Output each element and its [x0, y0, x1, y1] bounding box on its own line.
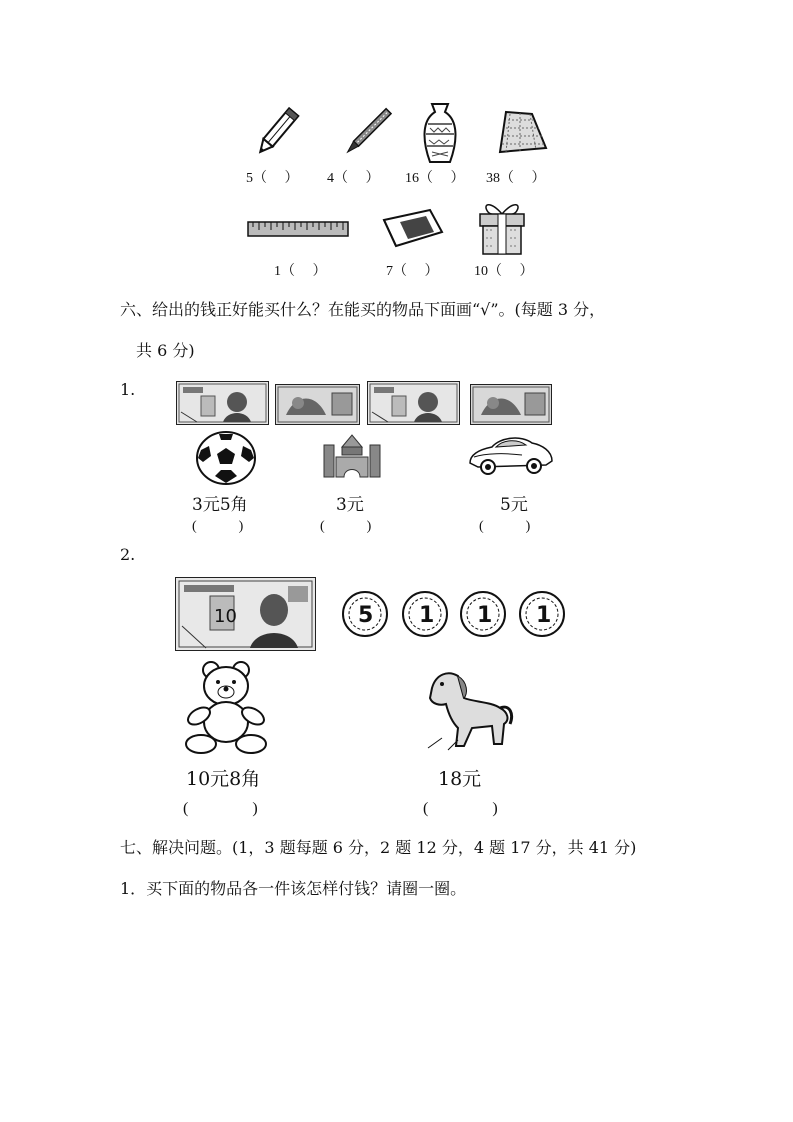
pencil-icon [252, 104, 302, 160]
price-label: 1（ ） [274, 264, 327, 279]
price-label: 16（ ） [405, 171, 465, 186]
coin-1-jiao-icon [401, 590, 449, 638]
answer-box[interactable]: ( ) [320, 519, 372, 534]
section-6-heading-cont: 共 6 分) [136, 341, 195, 360]
banknote-1-yuan-back [470, 384, 552, 425]
banknote-10-yuan [175, 577, 316, 651]
section-7-question-1: 1．买下面的物品各一件该怎样付钱？请圈一圈。 [120, 879, 467, 898]
coin-1-jiao-icon [518, 590, 566, 638]
item-price: 18元 [438, 768, 482, 790]
building-blocks-icon [322, 433, 382, 479]
section-6-heading: 六、给出的钱正好能买什么？在能买的物品下面画“√”。(每题 3 分， [120, 300, 606, 319]
banknote-1-yuan [176, 381, 269, 425]
item-price: 3元 [336, 495, 364, 515]
item-price: 10元8角 [186, 768, 261, 790]
soccer-ball-icon [195, 430, 257, 486]
answer-box[interactable]: ( ) [423, 800, 498, 817]
price-label: 7（ ） [386, 264, 439, 279]
svg-text:1: 1 [536, 603, 552, 628]
eraser-icon [380, 206, 446, 250]
toy-horse-icon [418, 668, 516, 754]
answer-box[interactable]: ( ) [183, 800, 258, 817]
banknote-1-yuan [367, 381, 460, 425]
bag-icon [492, 108, 548, 156]
question-2-number: 2. [120, 545, 136, 564]
svg-text:5: 5 [358, 603, 374, 628]
question-1-number: 1. [120, 380, 136, 399]
item-price: 5元 [500, 495, 528, 515]
section-7-heading: 七、解决问题。(1，3 题每题 6 分，2 题 12 分，4 题 17 分，共 41 分) [120, 838, 637, 857]
banknote-1-yuan-back [275, 384, 360, 425]
vase-icon [420, 100, 460, 166]
pen-icon [342, 104, 392, 160]
coin-5-jiao-icon [341, 590, 389, 638]
price-label: 38（ ） [486, 171, 546, 186]
coin-1-jiao-icon [459, 590, 507, 638]
toy-car-icon [466, 431, 556, 477]
ruler-icon [247, 220, 349, 238]
svg-text:1: 1 [477, 603, 493, 628]
teddy-bear-icon [183, 660, 271, 756]
answer-box[interactable]: ( ) [479, 519, 531, 534]
item-price: 3元5角 [192, 495, 248, 515]
svg-text:10: 10 [214, 606, 237, 627]
price-label: 10（ ） [474, 264, 534, 279]
price-label: 5（ ） [246, 171, 299, 186]
svg-text:1: 1 [419, 603, 435, 628]
answer-box[interactable]: ( ) [192, 519, 244, 534]
price-label: 4（ ） [327, 171, 380, 186]
gift-box-icon [474, 196, 530, 256]
